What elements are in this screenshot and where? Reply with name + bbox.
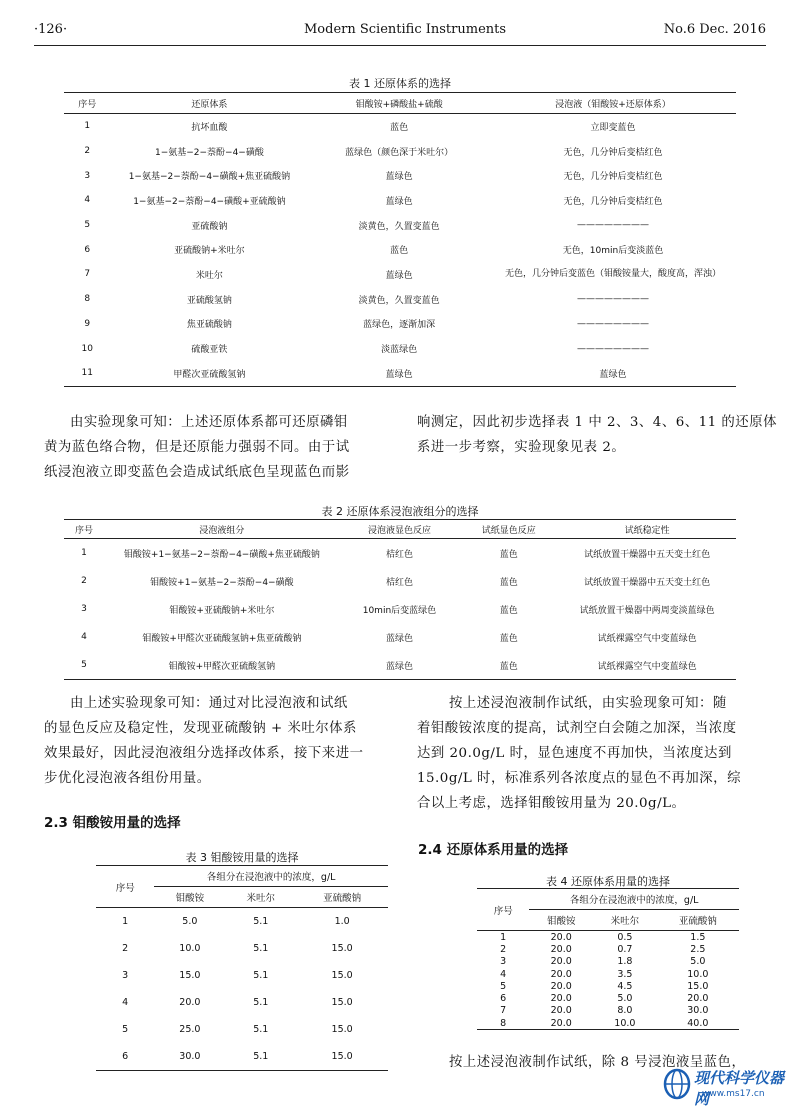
table-row (96, 935, 388, 962)
text-line: 按上述浸泡液制作试纸，除 8 号浸泡液呈蓝色， (449, 1055, 746, 1070)
table4-cell: 20.0 (550, 993, 572, 1005)
table1-header-cell: 钼酸铵+磷酸盐+硫酸 (355, 99, 443, 110)
table3-header-cell: 亚硫酸钠 (323, 893, 362, 904)
table1-header-row (64, 93, 736, 114)
table1-cell: 1 (84, 121, 91, 132)
table3-cell: 20.0 (179, 997, 201, 1008)
table-row (64, 336, 736, 361)
table4-cell: 8.0 (617, 1005, 633, 1017)
table3-cell: 5.1 (253, 970, 269, 981)
table2-cell: 钼酸铵+甲醛次亚硫酸氢钠+焦亚硫酸钠 (142, 633, 302, 644)
table1-cell: 焦亚硫酸钠 (186, 320, 232, 331)
table4-cell: 0.5 (617, 931, 633, 943)
table2-cell: 桔红色 (385, 549, 413, 560)
table-row (64, 539, 736, 568)
table1-header-cell: 还原体系 (191, 99, 228, 110)
paragraph-4 (417, 691, 741, 816)
table2-caption: 表 2 还原体系浸泡液组分的选择 (321, 505, 479, 518)
table4-cell: 4.5 (617, 980, 633, 992)
table4-index-header: 序号 (477, 889, 529, 931)
table1-cell: 1−氨基−2−萘酚−4−磺酸+亚硫酸钠 (133, 196, 286, 207)
table1-cell: 1−氨基−2−萘酚−4−磺酸+焦亚硫酸钠 (128, 172, 291, 183)
table-row (96, 1016, 388, 1043)
table1-cell: 蓝绿色（颜色深于米吐尔） (345, 147, 454, 158)
table2-cell: 试纸放置干燥器中两周变淡蓝绿色 (579, 605, 715, 616)
table3-header-row (96, 866, 388, 887)
journal-name: Modern Scientific Instruments (304, 22, 507, 37)
table3-cell: 5.1 (253, 916, 269, 927)
table4-header-cell: 米吐尔 (610, 916, 640, 927)
table1-cell: 亚硫酸氢钠 (186, 295, 232, 306)
text-line: 的显色反应及稳定性，发现亚硫酸钠 + 米吐尔体系 (44, 721, 357, 736)
table1-cell: 11 (81, 368, 93, 379)
table1-cell: 蓝色 (390, 246, 409, 257)
table2-header-cell: 试纸显色反应 (481, 525, 536, 536)
table1-cell: 6 (84, 244, 91, 255)
table2-header-row (64, 520, 736, 539)
table4-cell: 7 (500, 1005, 507, 1017)
table1-cell: 2 (84, 146, 91, 157)
table3-header-cell: 米吐尔 (246, 893, 276, 904)
table-row (96, 989, 388, 1016)
table2-cell: 蓝色 (499, 661, 518, 672)
table3-cell: 5.1 (253, 943, 269, 954)
table4-group-header: 各组分在浸泡液中的浓度，g/L (529, 889, 739, 910)
table4-cell: 5.0 (617, 993, 633, 1005)
issue-info: No.6 Dec. 2016 (663, 22, 766, 37)
table2-cell: 桔红色 (385, 577, 413, 588)
table4-cell: 20.0 (550, 1017, 572, 1029)
table-row (477, 992, 739, 1004)
table3-cell: 15.0 (331, 970, 353, 981)
table4-cell: 20.0 (550, 1005, 572, 1017)
table-row (96, 962, 388, 989)
table4-cell: 10.0 (687, 968, 709, 980)
table-row (64, 651, 736, 680)
table1-cell: ———————— (576, 343, 649, 354)
table3-cell: 5.0 (182, 916, 198, 927)
table1-cell: 5 (84, 220, 91, 231)
table4-cell: 20.0 (550, 931, 572, 943)
table1-cell: ———————— (576, 318, 649, 329)
table3 (96, 865, 388, 1071)
page-number: ·126· (34, 22, 68, 37)
table4-cell: 30.0 (687, 1005, 709, 1017)
paragraph-3 (44, 691, 364, 791)
table2-cell: 蓝色 (499, 577, 518, 588)
table3-cell: 10.0 (179, 943, 201, 954)
paragraph-1 (44, 410, 350, 485)
table4-cell: 4 (500, 968, 507, 980)
table-row (477, 943, 739, 955)
table4-cell: 5 (500, 980, 507, 992)
table2-cell: 钼酸铵+甲醛次亚硫酸氢钠 (168, 661, 276, 672)
table3-cell: 15.0 (331, 997, 353, 1008)
text-line: 响测定，因此初步选择表 1 中 2、3、4、6、11 的还原体 (417, 415, 777, 430)
table2-cell: 蓝绿色 (385, 633, 413, 644)
table3-cell: 3 (122, 970, 129, 981)
text-line: 达到 20.0g/L 时，显色速度不再加快，当浓度达到 (417, 746, 732, 761)
table2-cell: 试纸放置干燥器中五天变土红色 (584, 549, 711, 560)
paragraph-2 (417, 410, 777, 460)
table2-cell: 试纸裸露空气中变蓝绿色 (597, 633, 697, 644)
text-line: 系进一步考察，实验现象见表 2。 (417, 440, 626, 455)
table1-cell: 9 (84, 318, 91, 329)
table-row (64, 623, 736, 651)
table4-cell: 20.0 (687, 993, 709, 1005)
table4-header-row (477, 889, 739, 910)
text-line: 由实验现象可知：上述还原体系都可还原磷钼 (70, 415, 348, 430)
table2-cell: 钼酸铵+1−氨基−2−萘酚−4−磺酸 (150, 577, 294, 588)
table1-cell: 亚硫酸钠+米吐尔 (174, 246, 245, 257)
table4-cell: 3.5 (617, 968, 633, 980)
table1-cell: 10 (81, 343, 93, 354)
watermark-url: www.ms17.cn (702, 1089, 765, 1099)
table3-cell: 1.0 (334, 916, 350, 927)
table4-cell: 15.0 (687, 980, 709, 992)
table1-cell: 淡黄色，久置变蓝色 (358, 295, 440, 306)
table-row (64, 567, 736, 595)
table4-cell: 1.8 (617, 956, 633, 968)
section-heading-2-3: 2.3 钼酸铵用量的选择 (44, 815, 181, 831)
table-row (477, 1017, 739, 1030)
table-row (477, 968, 739, 980)
text-line: 由上述实验现象可知：通过对比浸泡液和试纸 (70, 696, 348, 711)
table2-cell: 蓝绿色 (385, 661, 413, 672)
table3-cell: 15.0 (179, 970, 201, 981)
table3-cell: 5 (122, 1024, 129, 1035)
table1-cell: 无色，几分钟后变蓝色（钼酸铵量大，酸度高，浑浊） (504, 269, 721, 280)
table1-cell: 立即变蓝色 (590, 122, 636, 133)
table-row (477, 1005, 739, 1017)
table3-cell: 30.0 (179, 1051, 201, 1062)
table4-cell: 1.5 (690, 931, 706, 943)
table4-header-cell: 亚硫酸钠 (678, 916, 717, 927)
table2-cell: 试纸裸露空气中变蓝绿色 (597, 661, 697, 672)
table1-cell: 3 (84, 170, 91, 181)
table3-header-cell: 钼酸铵 (175, 893, 205, 904)
table2-cell: 2 (81, 576, 87, 586)
table2-cell: 蓝色 (499, 633, 518, 644)
header-rule (34, 45, 766, 46)
table2-cell: 钼酸铵+亚硫酸钠+米吐尔 (169, 605, 275, 616)
table1-cell: 1−氨基−2−萘酚−4−磺酸 (154, 147, 264, 158)
table4-cell: 0.7 (617, 943, 633, 955)
table1 (64, 92, 736, 387)
watermark-logo (662, 1063, 790, 1107)
table4-cell: 8 (500, 1017, 507, 1029)
table1-caption: 表 1 还原体系的选择 (349, 77, 451, 90)
text-line: 着钼酸铵浓度的提高，试剂空白会随之加深，当浓度 (417, 721, 737, 736)
table-row (64, 287, 736, 312)
table4-cell: 1 (500, 931, 507, 943)
table3-cell: 25.0 (179, 1024, 201, 1035)
table1-cell: 蓝绿色 (385, 172, 413, 183)
table-row (64, 595, 736, 623)
table1-cell: ———————— (576, 294, 649, 305)
table1-cell: 无色，10min后变淡蓝色 (562, 246, 664, 257)
table-row (64, 114, 736, 139)
table3-cell: 15.0 (331, 1024, 353, 1035)
running-header (34, 22, 766, 42)
table2-cell: 钼酸铵+1−氨基−2−萘酚−4−磺酸+焦亚硫酸钠 (123, 549, 320, 560)
table-row (96, 908, 388, 936)
table1-cell: 蓝绿色 (385, 369, 413, 380)
table-row (64, 163, 736, 188)
table-row (64, 237, 736, 262)
table1-cell: 蓝色 (390, 122, 409, 133)
table1-cell: 无色，几分钟后变桔红色 (563, 147, 663, 158)
table2-header-cell: 试纸稳定性 (624, 525, 670, 536)
table-row (477, 956, 739, 968)
table3-cell: 15.0 (331, 943, 353, 954)
table3-cell: 5.1 (253, 1051, 269, 1062)
table1-cell: 蓝绿色 (385, 196, 413, 207)
table1-cell: 米吐尔 (195, 270, 223, 281)
table1-cell: 甲醛次亚硫酸氢钠 (173, 369, 246, 380)
table3-cell: 1 (122, 916, 129, 927)
table4-caption: 表 4 还原体系用量的选择 (546, 875, 670, 888)
table3-group-header: 各组分在浸泡液中的浓度，g/L (154, 866, 388, 887)
table1-header-cell: 序号 (78, 99, 97, 110)
table-row (64, 262, 736, 287)
table2 (64, 519, 736, 680)
table2-cell: 10min后变蓝绿色 (362, 605, 437, 616)
section-heading-2-4: 2.4 还原体系用量的选择 (418, 842, 569, 858)
table-row (64, 213, 736, 238)
table1-cell: 淡黄色，久置变蓝色 (358, 221, 440, 232)
table1-cell: 4 (84, 195, 91, 206)
table4-cell: 20.0 (550, 968, 572, 980)
table1-cell: ———————— (576, 220, 649, 231)
table2-cell: 4 (81, 632, 87, 642)
table-row (477, 980, 739, 992)
table3-cell: 2 (122, 943, 129, 954)
table2-header-cell: 浸泡液显色反应 (367, 525, 431, 536)
table4-cell: 20.0 (550, 956, 572, 968)
table4-cell: 2.5 (690, 943, 706, 955)
table2-header-cell: 序号 (74, 525, 93, 536)
table4-cell: 3 (500, 956, 507, 968)
table-row (477, 931, 739, 944)
table-row (64, 188, 736, 213)
text-line: 效果最好，因此浸泡液组分选择改体系，接下来进一 (44, 746, 364, 761)
text-line: 15.0g/L 时，标准系列各浓度点的显色不再加深，综 (417, 771, 741, 786)
table2-cell: 试纸放置干燥器中五天变土红色 (584, 577, 711, 588)
table3-caption: 表 3 钼酸铵用量的选择 (185, 851, 299, 864)
table2-cell: 1 (81, 548, 87, 558)
table-row (96, 1043, 388, 1071)
table-row (64, 312, 736, 337)
table3-index-header: 序号 (96, 866, 154, 908)
table1-cell: 7 (84, 269, 91, 280)
table2-cell: 蓝色 (499, 549, 518, 560)
table1-cell: 亚硫酸钠 (191, 221, 228, 232)
table4-cell: 10.0 (614, 1017, 636, 1029)
table4-cell: 20.0 (550, 980, 572, 992)
text-line: 黄为蓝色络合物，但是还原能力强弱不同。由于试 (44, 440, 350, 455)
text-line: 步优化浸泡液各组份用量。 (44, 771, 211, 786)
table4-cell: 2 (500, 943, 507, 955)
table-row (64, 361, 736, 386)
table1-cell: 淡蓝绿色 (381, 345, 418, 356)
watermark-title: 现代科学仪器网 (694, 1069, 785, 1108)
table1-cell: 蓝绿色，逐渐加深 (363, 320, 436, 331)
table2-cell: 蓝色 (499, 605, 518, 616)
table4-cell: 5.0 (690, 956, 706, 968)
table2-header-cell: 浸泡液组分 (199, 525, 245, 536)
globe-icon (662, 1067, 692, 1101)
table2-cell: 3 (81, 604, 87, 614)
table3-cell: 5.1 (253, 997, 269, 1008)
table3-cell: 4 (122, 997, 129, 1008)
table1-cell: 抗坏血酸 (191, 122, 228, 133)
table1-cell: 蓝绿色 (599, 369, 627, 380)
table1-cell: 8 (84, 294, 91, 305)
table1-header-cell: 浸泡液（钼酸铵+还原体系） (555, 99, 671, 110)
table4-header-cell: 钼酸铵 (546, 916, 576, 927)
table4-cell: 40.0 (687, 1017, 709, 1029)
table4-cell: 20.0 (550, 943, 572, 955)
table1-cell: 无色，几分钟后变桔红色 (563, 172, 663, 183)
table4-cell: 6 (500, 993, 507, 1005)
table1-cell: 硫酸亚铁 (191, 345, 228, 356)
text-line: 纸浸泡液立即变蓝色会造成试纸底色呈现蓝色而影 (44, 465, 350, 480)
table2-cell: 5 (81, 660, 87, 670)
text-line: 按上述浸泡液制作试纸，由实验现象可知：随 (449, 696, 727, 711)
table3-cell: 6 (122, 1051, 129, 1062)
table-row (64, 139, 736, 164)
text-line: 合以上考虑，选择钼酸铵用量为 20.0g/L。 (417, 796, 686, 811)
table1-cell: 无色，几分钟后变桔红色 (563, 196, 663, 207)
table3-cell: 15.0 (331, 1051, 353, 1062)
table1-cell: 蓝绿色 (385, 270, 413, 281)
table3-cell: 5.1 (253, 1024, 269, 1035)
table4 (477, 888, 739, 1030)
